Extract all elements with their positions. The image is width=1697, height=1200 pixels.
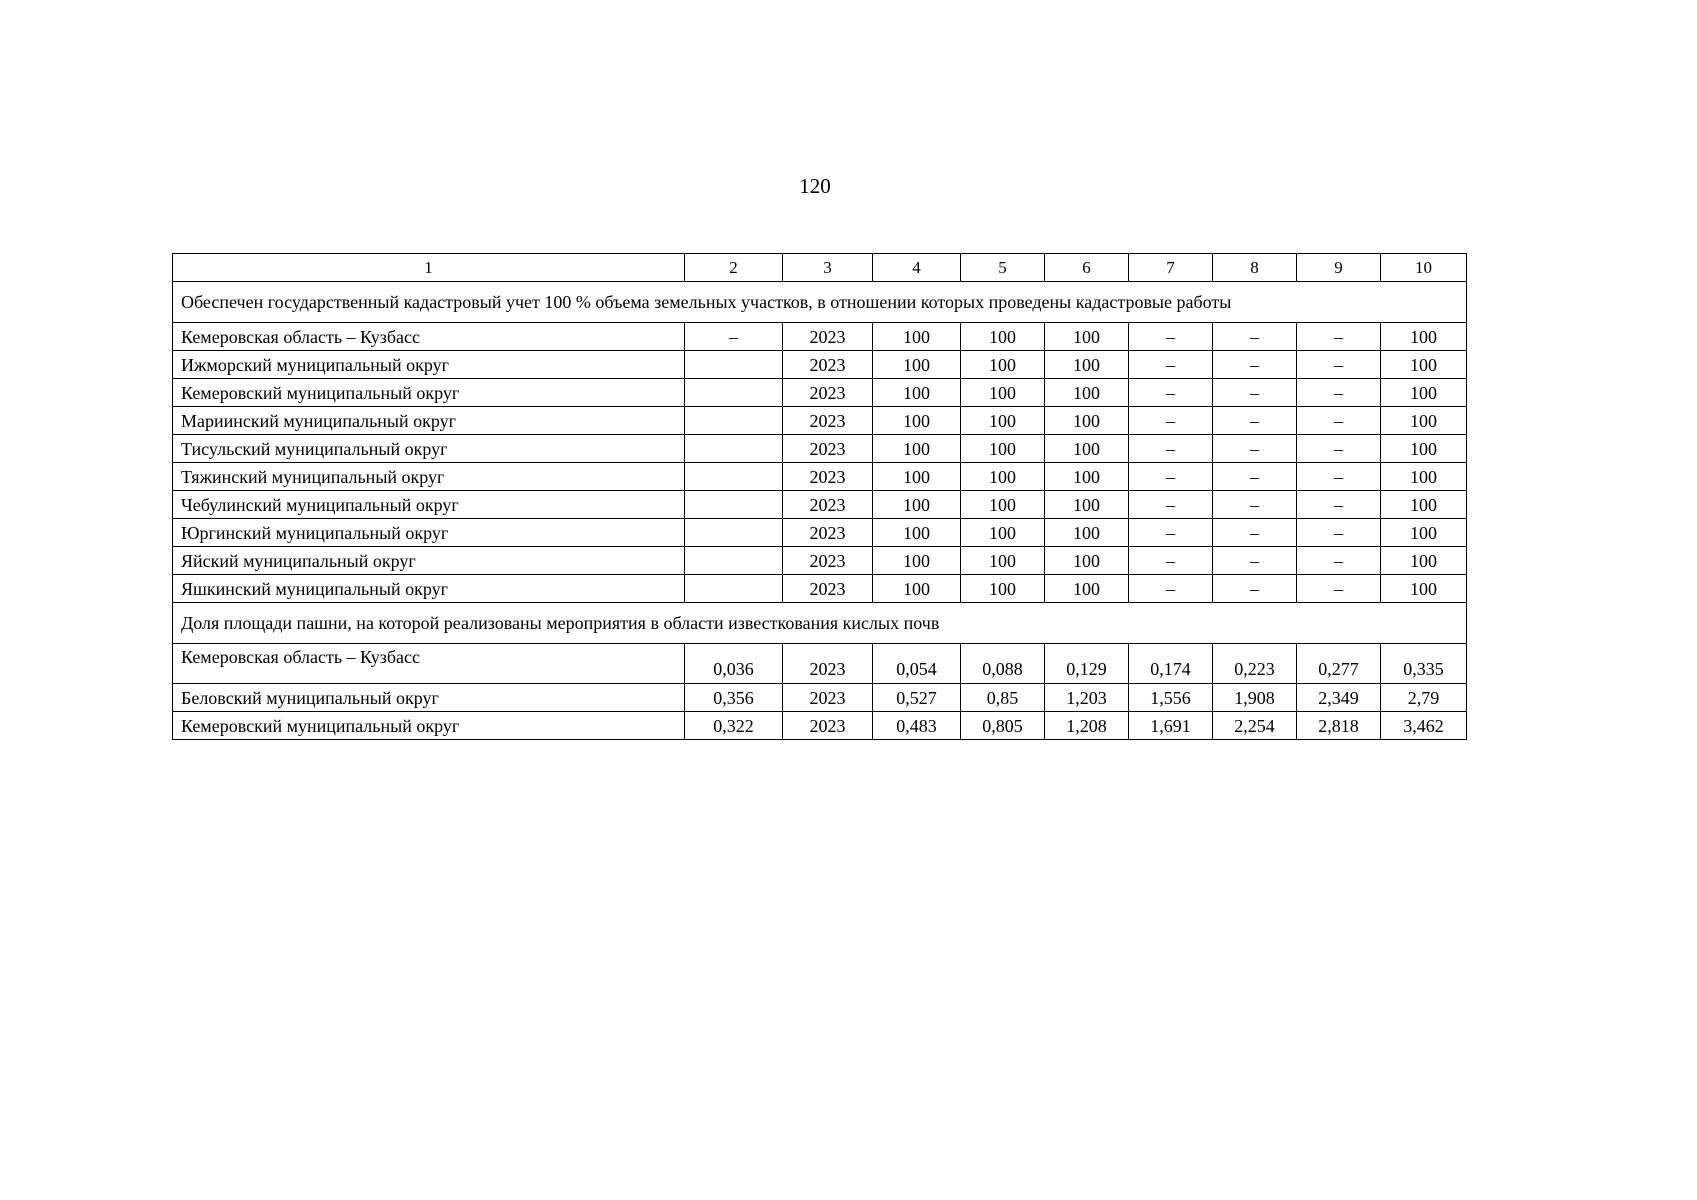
- territory-name-cell: Юргинский муниципальный округ: [173, 519, 685, 547]
- value-cell: 100: [1381, 575, 1467, 603]
- value-cell: –: [1213, 351, 1297, 379]
- value-cell: [685, 491, 783, 519]
- table-row: [173, 491, 1467, 519]
- column-number-cell: 10: [1381, 254, 1467, 282]
- value-cell: 1,556: [1129, 684, 1213, 712]
- value-cell: 2023: [783, 351, 873, 379]
- page-number: 120: [799, 174, 831, 198]
- column-number-cell: 4: [873, 254, 961, 282]
- value-cell: –: [1129, 323, 1213, 351]
- territory-name-cell: Тяжинский муниципальный округ: [173, 463, 685, 491]
- value-cell: 0,277: [1297, 644, 1381, 684]
- territory-name-cell: Ижморский муниципальный округ: [173, 351, 685, 379]
- value-cell: 100: [1045, 519, 1129, 547]
- section-title-row: [173, 603, 1467, 644]
- value-cell: –: [1129, 519, 1213, 547]
- value-cell: 2,349: [1297, 684, 1381, 712]
- value-cell: –: [1213, 519, 1297, 547]
- column-number-cell: 5: [961, 254, 1045, 282]
- value-cell: 100: [1045, 351, 1129, 379]
- value-cell: –: [1297, 351, 1381, 379]
- column-number-cell: 6: [1045, 254, 1129, 282]
- value-cell: 100: [1045, 407, 1129, 435]
- table-row: [173, 351, 1467, 379]
- value-cell: 100: [873, 491, 961, 519]
- value-cell: –: [1297, 407, 1381, 435]
- value-cell: –: [1213, 575, 1297, 603]
- value-cell: 1,908: [1213, 684, 1297, 712]
- value-cell: –: [1297, 575, 1381, 603]
- value-cell: 0,483: [873, 712, 961, 740]
- value-cell: 2023: [783, 684, 873, 712]
- value-cell: –: [1213, 323, 1297, 351]
- value-cell: 100: [961, 547, 1045, 575]
- value-cell: 0,335: [1381, 644, 1467, 684]
- data-table: [172, 253, 1467, 740]
- value-cell: –: [1297, 491, 1381, 519]
- value-cell: 100: [1381, 463, 1467, 491]
- table-row: [173, 519, 1467, 547]
- value-cell: 2023: [783, 575, 873, 603]
- value-cell: 0,322: [685, 712, 783, 740]
- value-cell: –: [1129, 351, 1213, 379]
- section-title: Доля площади пашни, на которой реализованы мероприятия в области известкования кислых почв: [173, 603, 1467, 644]
- column-number-row: [173, 254, 1467, 282]
- value-cell: –: [1129, 575, 1213, 603]
- value-cell: 2023: [783, 379, 873, 407]
- value-cell: [685, 575, 783, 603]
- territory-name-cell: Тисульский муниципальный округ: [173, 435, 685, 463]
- table-row: [173, 463, 1467, 491]
- column-number-cell: 3: [783, 254, 873, 282]
- value-cell: –: [1297, 435, 1381, 463]
- value-cell: 100: [1381, 435, 1467, 463]
- territory-name-cell: Яйский муниципальный округ: [173, 547, 685, 575]
- value-cell: 100: [873, 547, 961, 575]
- value-cell: 0,356: [685, 684, 783, 712]
- value-cell: 100: [873, 379, 961, 407]
- value-cell: 3,462: [1381, 712, 1467, 740]
- value-cell: 100: [1045, 575, 1129, 603]
- value-cell: 0,805: [961, 712, 1045, 740]
- column-number-cell: 2: [685, 254, 783, 282]
- value-cell: –: [1297, 323, 1381, 351]
- value-cell: 100: [873, 407, 961, 435]
- value-cell: –: [1129, 491, 1213, 519]
- value-cell: 0,129: [1045, 644, 1129, 684]
- value-cell: [685, 379, 783, 407]
- value-cell: 2,254: [1213, 712, 1297, 740]
- value-cell: 100: [961, 323, 1045, 351]
- value-cell: 0,85: [961, 684, 1045, 712]
- column-number-cell: 8: [1213, 254, 1297, 282]
- table-body: [173, 254, 1467, 740]
- section-title: Обеспечен государственный кадастровый учет 100 % объема земельных участков, в отношении которых проведены кадастровые работы: [173, 282, 1467, 323]
- value-cell: –: [1213, 463, 1297, 491]
- value-cell: 100: [1045, 379, 1129, 407]
- value-cell: 1,208: [1045, 712, 1129, 740]
- value-cell: 100: [1381, 519, 1467, 547]
- value-cell: 2,818: [1297, 712, 1381, 740]
- value-cell: 0,223: [1213, 644, 1297, 684]
- value-cell: –: [685, 323, 783, 351]
- value-cell: –: [1213, 407, 1297, 435]
- value-cell: –: [1129, 379, 1213, 407]
- value-cell: 100: [1381, 407, 1467, 435]
- value-cell: 100: [961, 519, 1045, 547]
- value-cell: –: [1129, 407, 1213, 435]
- territory-name-cell: Чебулинский муниципальный округ: [173, 491, 685, 519]
- territory-name-cell: Мариинский муниципальный округ: [173, 407, 685, 435]
- value-cell: 100: [873, 519, 961, 547]
- value-cell: –: [1129, 547, 1213, 575]
- value-cell: 100: [873, 351, 961, 379]
- value-cell: 100: [1045, 491, 1129, 519]
- column-number-cell: 9: [1297, 254, 1381, 282]
- value-cell: –: [1297, 547, 1381, 575]
- value-cell: 100: [961, 379, 1045, 407]
- value-cell: 1,691: [1129, 712, 1213, 740]
- value-cell: 100: [961, 575, 1045, 603]
- value-cell: –: [1213, 379, 1297, 407]
- table-row: [173, 575, 1467, 603]
- value-cell: 0,174: [1129, 644, 1213, 684]
- value-cell: 100: [1045, 323, 1129, 351]
- section-title-row: [173, 282, 1467, 323]
- value-cell: 2023: [783, 463, 873, 491]
- table-row: [173, 547, 1467, 575]
- value-cell: 100: [961, 491, 1045, 519]
- territory-name-cell: Яшкинский муниципальный округ: [173, 575, 685, 603]
- territory-name-cell: Кемеровская область – Кузбасс: [173, 323, 685, 351]
- value-cell: 1,203: [1045, 684, 1129, 712]
- value-cell: 100: [1381, 547, 1467, 575]
- value-cell: –: [1213, 491, 1297, 519]
- value-cell: –: [1297, 379, 1381, 407]
- value-cell: –: [1213, 435, 1297, 463]
- value-cell: 100: [1381, 491, 1467, 519]
- value-cell: 100: [873, 435, 961, 463]
- value-cell: 2,79: [1381, 684, 1467, 712]
- table-row: [173, 323, 1467, 351]
- value-cell: 100: [961, 463, 1045, 491]
- value-cell: –: [1297, 519, 1381, 547]
- value-cell: [685, 547, 783, 575]
- value-cell: 100: [1045, 547, 1129, 575]
- value-cell: 2023: [783, 491, 873, 519]
- value-cell: 2023: [783, 519, 873, 547]
- value-cell: –: [1297, 463, 1381, 491]
- table-row: [173, 684, 1467, 712]
- value-cell: 100: [873, 463, 961, 491]
- value-cell: 100: [1381, 323, 1467, 351]
- value-cell: 2023: [783, 644, 873, 684]
- value-cell: 0,054: [873, 644, 961, 684]
- table-row: [173, 644, 1467, 684]
- value-cell: [685, 351, 783, 379]
- table-row: [173, 379, 1467, 407]
- value-cell: 2023: [783, 435, 873, 463]
- value-cell: 0,036: [685, 644, 783, 684]
- territory-name-cell: Кемеровский муниципальный округ: [173, 712, 685, 740]
- value-cell: [685, 407, 783, 435]
- value-cell: 100: [1381, 379, 1467, 407]
- value-cell: 2023: [783, 547, 873, 575]
- value-cell: –: [1129, 463, 1213, 491]
- territory-name-cell: Беловский муниципальный округ: [173, 684, 685, 712]
- value-cell: 2023: [783, 712, 873, 740]
- value-cell: 100: [1381, 351, 1467, 379]
- value-cell: –: [1129, 435, 1213, 463]
- value-cell: 100: [961, 351, 1045, 379]
- value-cell: 100: [961, 435, 1045, 463]
- value-cell: [685, 519, 783, 547]
- table-row: [173, 712, 1467, 740]
- value-cell: 2023: [783, 407, 873, 435]
- value-cell: 0,527: [873, 684, 961, 712]
- value-cell: 2023: [783, 323, 873, 351]
- territory-name-cell: Кемеровская область – Кузбасс: [173, 644, 685, 684]
- column-number-cell: 1: [173, 254, 685, 282]
- table-row: [173, 407, 1467, 435]
- value-cell: 100: [873, 575, 961, 603]
- value-cell: 100: [873, 323, 961, 351]
- value-cell: [685, 435, 783, 463]
- value-cell: 100: [961, 407, 1045, 435]
- column-number-cell: 7: [1129, 254, 1213, 282]
- value-cell: –: [1213, 547, 1297, 575]
- value-cell: 0,088: [961, 644, 1045, 684]
- table-row: [173, 435, 1467, 463]
- value-cell: [685, 463, 783, 491]
- value-cell: 100: [1045, 435, 1129, 463]
- value-cell: 100: [1045, 463, 1129, 491]
- territory-name-cell: Кемеровский муниципальный округ: [173, 379, 685, 407]
